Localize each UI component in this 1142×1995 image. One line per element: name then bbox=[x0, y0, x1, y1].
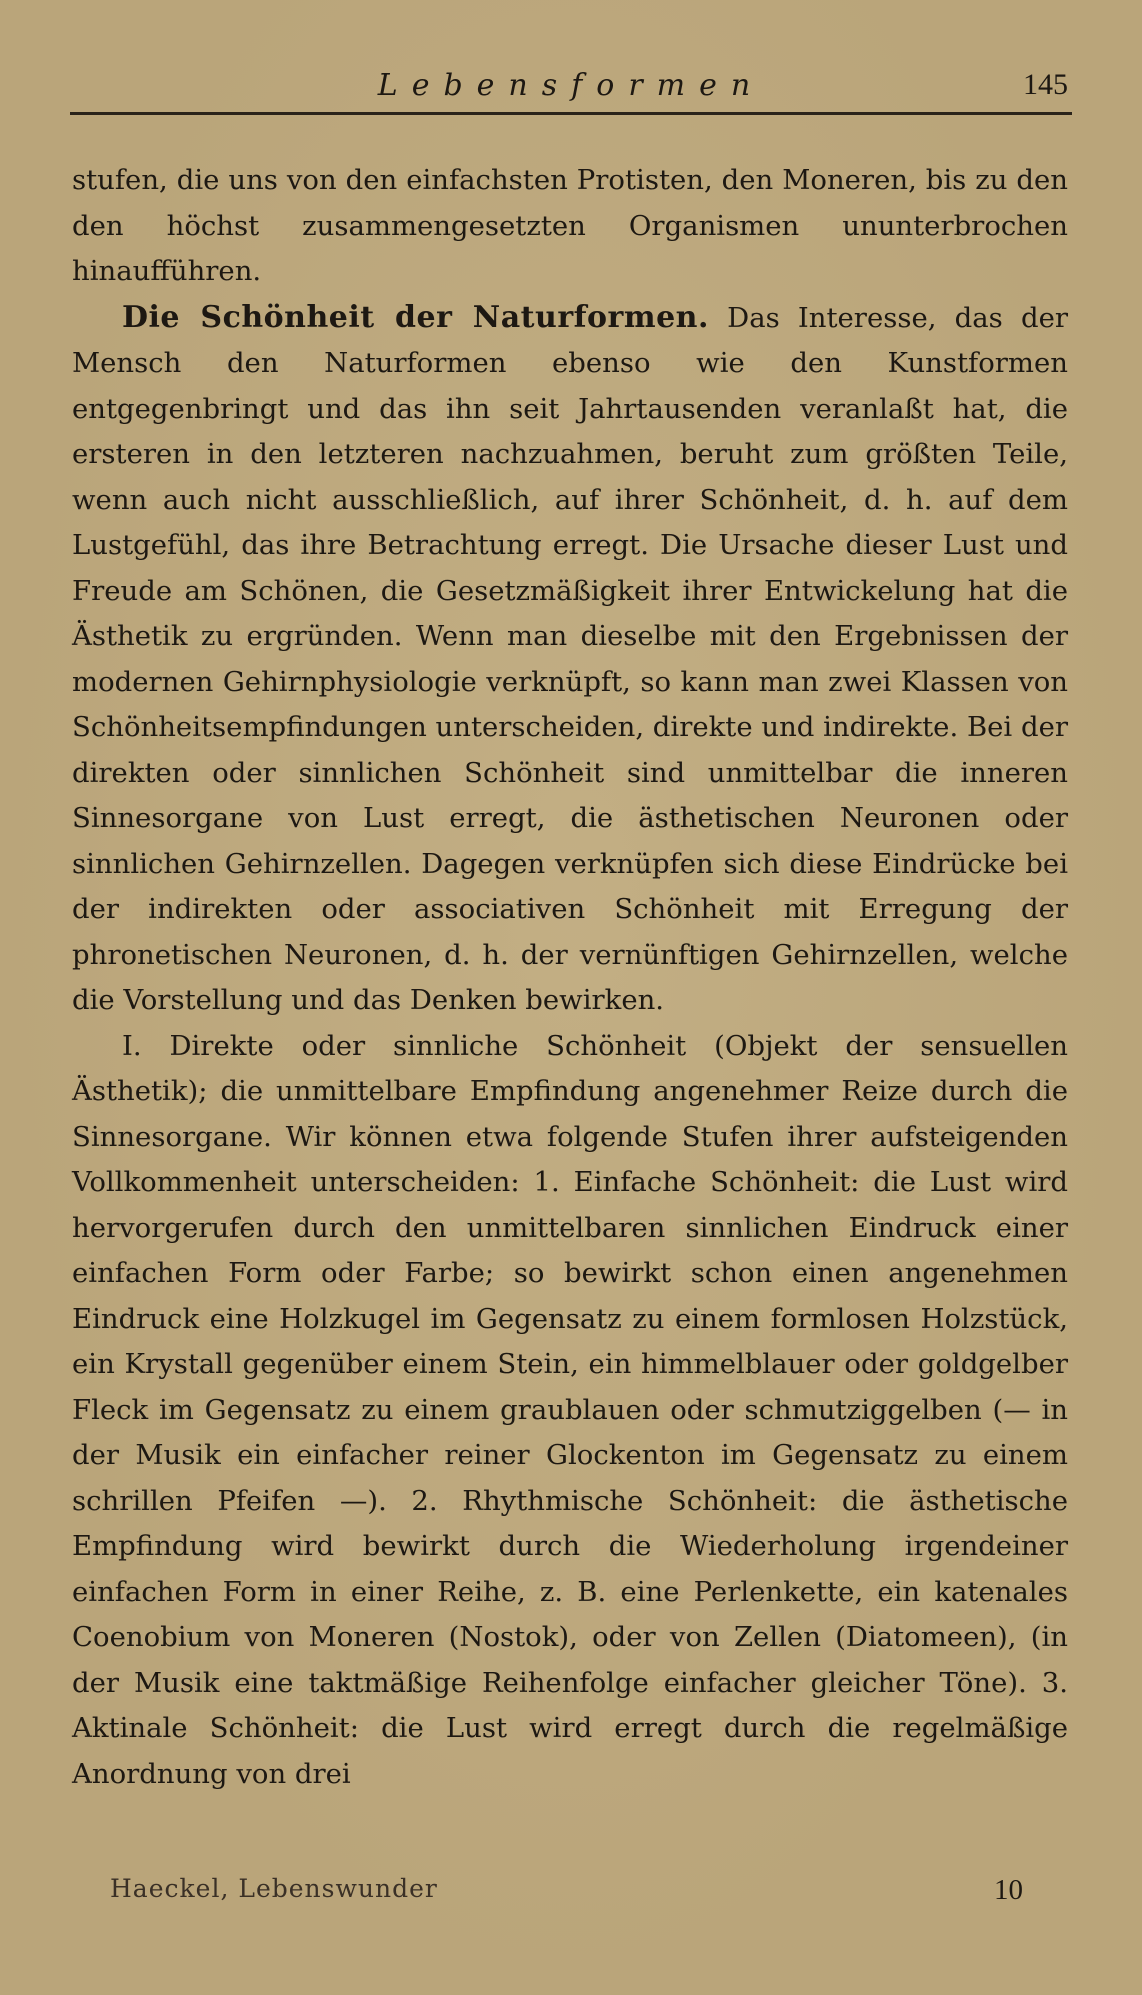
page-header bbox=[70, 68, 1072, 116]
page-number: 145 bbox=[1023, 68, 1068, 101]
paragraph-continuation: stufen, die uns von den einfachsten Protisten, den Moneren, bis zu den den höchst zusammengesetzten Organismen ununterbrochen hinaufführen. bbox=[72, 164, 1068, 287]
paragraph-direct-beauty: I. Direkte oder sinnliche Schönheit (Objekt der sensuellen Ästhetik); die unmittelbare Empfindung angenehmer Reize durch die Sinnesorgane. Wir können etwa folgende Stufen ihrer aufsteigenden Vollkommenheit unterscheiden: 1. Einfache Schönheit: die Lust wird hervorgerufen durch den unmittelbaren sinnlichen Eindruck einer einfachen Form oder Farbe; so bewirkt schon einen angenehmen Eindruck eine Holzkugel im Gegensatz zu einem formlosen Holzstück, ein Krystall gegenüber einem Stein, ein himmelblauer oder goldgelber Fleck im Gegensatz zu einem graublauen oder schmutziggelben (— in der Musik ein einfacher reiner Glockenton im Gegensatz zu einem schrillen Pfeifen —). 2. Rhythmische Schönheit: die ästhetische Empfindung wird bewirkt durch die Wiederholung irgendeiner einfachen Form in einer Reihe, z. B. eine Perlenkette, ein katenales Coenobium von Moneren (Nostok), oder von Zellen (Diatomeen), (in der Musik eine taktmäßige Reihenfolge einfacher gleicher Töne). 3. Aktinale Schönheit: die Lust wird erregt durch die regelmäßige Anordnung von drei bbox=[72, 1029, 1068, 1790]
footer-signature: Haeckel, Lebenswunder bbox=[110, 1874, 438, 1903]
header-rule bbox=[70, 112, 1072, 115]
section-heading: Die Schönheit der Naturformen. bbox=[122, 299, 709, 335]
running-title: Lebensformen bbox=[377, 68, 765, 103]
paragraph-text: Das Interesse, das der Mensch den Naturformen ebenso wie den Kunstformen entgegenbringt und das ihn seit Jahrtausenden veranlaßt hat, die ersteren in den letzteren nachzuahmen, beruht zum größten Teile, wenn auch nicht ausschließlich, auf ihrer Schönheit, d. h. auf dem Lustgefühl, das ihre Betrachtung erregt. Die Ursache dieser Lust und Freude am Schönen, die Gesetzmäßigkeit ihrer Entwickelung hat die Ästhetik zu ergründen. Wenn man dieselbe mit den Ergebnissen der modernen Gehirnphysiologie verknüpft, so kann man zwei Klassen von Schönheitsempfindungen unterscheiden, direkte und indirekte. Bei der direkten oder sinnlichen Schönheit sind unmittelbar die inneren Sinnesorgane von Lust erregt, die ästhetischen Neuronen oder sinnlichen Gehirnzellen. Dagegen verknüpfen sich diese Eindrücke bei der indirekten oder associativen Schönheit mit Erregung der phronetischen Neuronen, d. h. der vernünftigen Gehirnzellen, welche die Vorstellung und das Denken bewirken. bbox=[72, 301, 1068, 1016]
body-text bbox=[72, 158, 1068, 1797]
sheet-number: 10 bbox=[994, 1874, 1023, 1906]
page-footer bbox=[72, 1874, 1068, 1914]
paragraph-beauty-of-natural-forms bbox=[72, 295, 1068, 1024]
